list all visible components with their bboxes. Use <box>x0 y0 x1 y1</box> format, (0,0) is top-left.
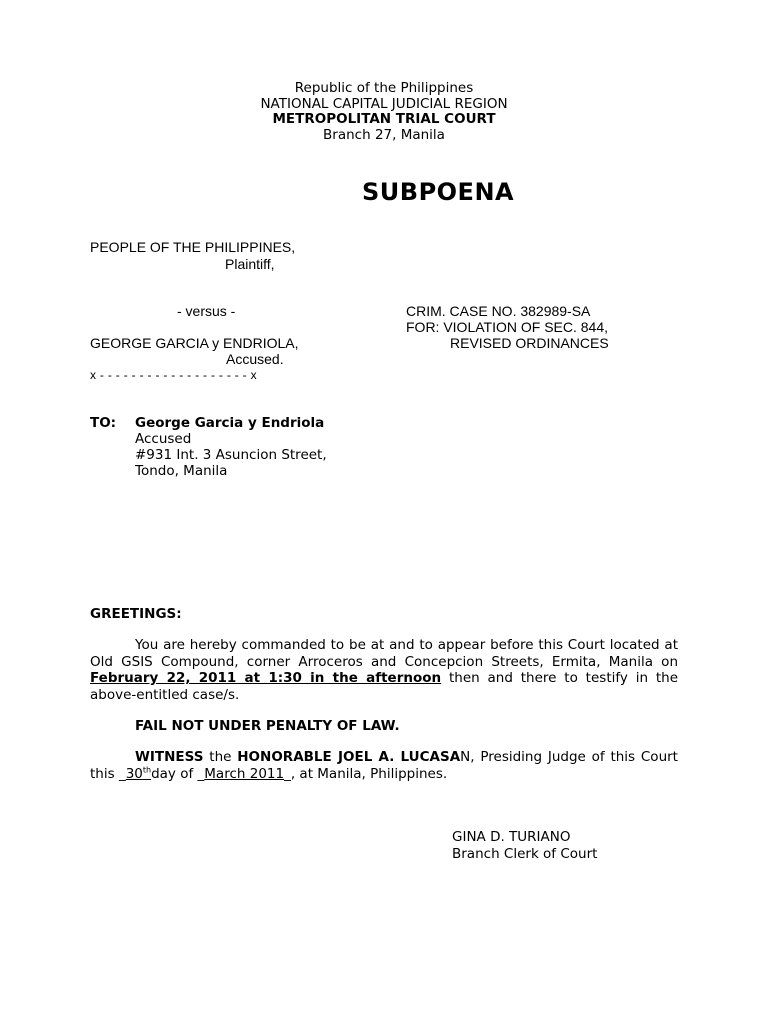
closing-text: _, at Manila, Philippines. <box>284 765 448 782</box>
day-number-value: 30 <box>125 765 143 782</box>
judge-name: HONORABLE JOEL A. LUCASA <box>237 749 461 765</box>
judge-title-text: N, Presiding Judge of this Court this <box>90 749 678 782</box>
addressee-name: George Garcia y Endriola <box>135 415 325 431</box>
witness-paragraph <box>90 749 678 782</box>
day-number <box>126 766 151 782</box>
case-charge: FOR: VIOLATION OF SEC. 844, <box>406 319 609 335</box>
witness-the: the <box>203 749 238 765</box>
signatory-title: Branch Clerk of Court <box>452 846 598 862</box>
accused-name: GEORGE GARCIA y ENDRIOLA, <box>90 335 299 351</box>
header-court: METROPOLITAN TRIAL COURT <box>272 111 496 127</box>
signatory-name: GINA D. TURIANO <box>452 829 571 845</box>
command-text-part1: You are hereby commanded to be at and to appear before this Court located at Old GSIS Compound, corner Arroceros and Concepcion Streets, Ermita, Manila on <box>90 637 678 670</box>
to-label: TO: <box>90 415 117 431</box>
header-region: NATIONAL CAPITAL JUDICIAL REGION <box>260 96 508 112</box>
hearing-date: February 22, 2011 at 1:30 in the afternoon <box>90 670 442 687</box>
command-paragraph <box>90 637 678 703</box>
case-number: CRIM. CASE NO. 382989-SA <box>406 303 591 319</box>
addressee-address-line1: #931 Int. 3 Asuncion Street, <box>135 447 327 463</box>
versus-label: - versus - <box>177 303 236 319</box>
month-year: March 2011 <box>204 765 285 782</box>
addressee-address-line2: Tondo, Manila <box>135 463 228 479</box>
day-of-text: day of _ <box>151 765 205 782</box>
header-republic: Republic of the Philippines <box>294 80 474 96</box>
day-blank-start: _ <box>118 765 126 782</box>
case-charge-cont: REVISED ORDINANCES <box>450 335 609 351</box>
caption-separator: x - - - - - - - - - - - - - - - - - - - x <box>90 368 257 382</box>
addressee-role: Accused <box>135 431 192 447</box>
command-text-part2: then and there to testify in the above-entitled case/s. <box>90 670 678 703</box>
accused-role: Accused. <box>226 351 284 367</box>
witness-word: WITNESS <box>135 749 204 765</box>
header-branch: Branch 27, Manila <box>323 127 445 143</box>
plaintiff-role: Plaintiff, <box>225 256 275 272</box>
greetings: GREETINGS: <box>90 606 182 622</box>
plaintiff-name: PEOPLE OF THE PHILIPPINES, <box>90 239 296 255</box>
document-title: SUBPOENA <box>362 178 515 206</box>
day-suffix: th <box>142 765 152 775</box>
fail-not-warning: FAIL NOT UNDER PENALTY OF LAW. <box>135 718 400 734</box>
